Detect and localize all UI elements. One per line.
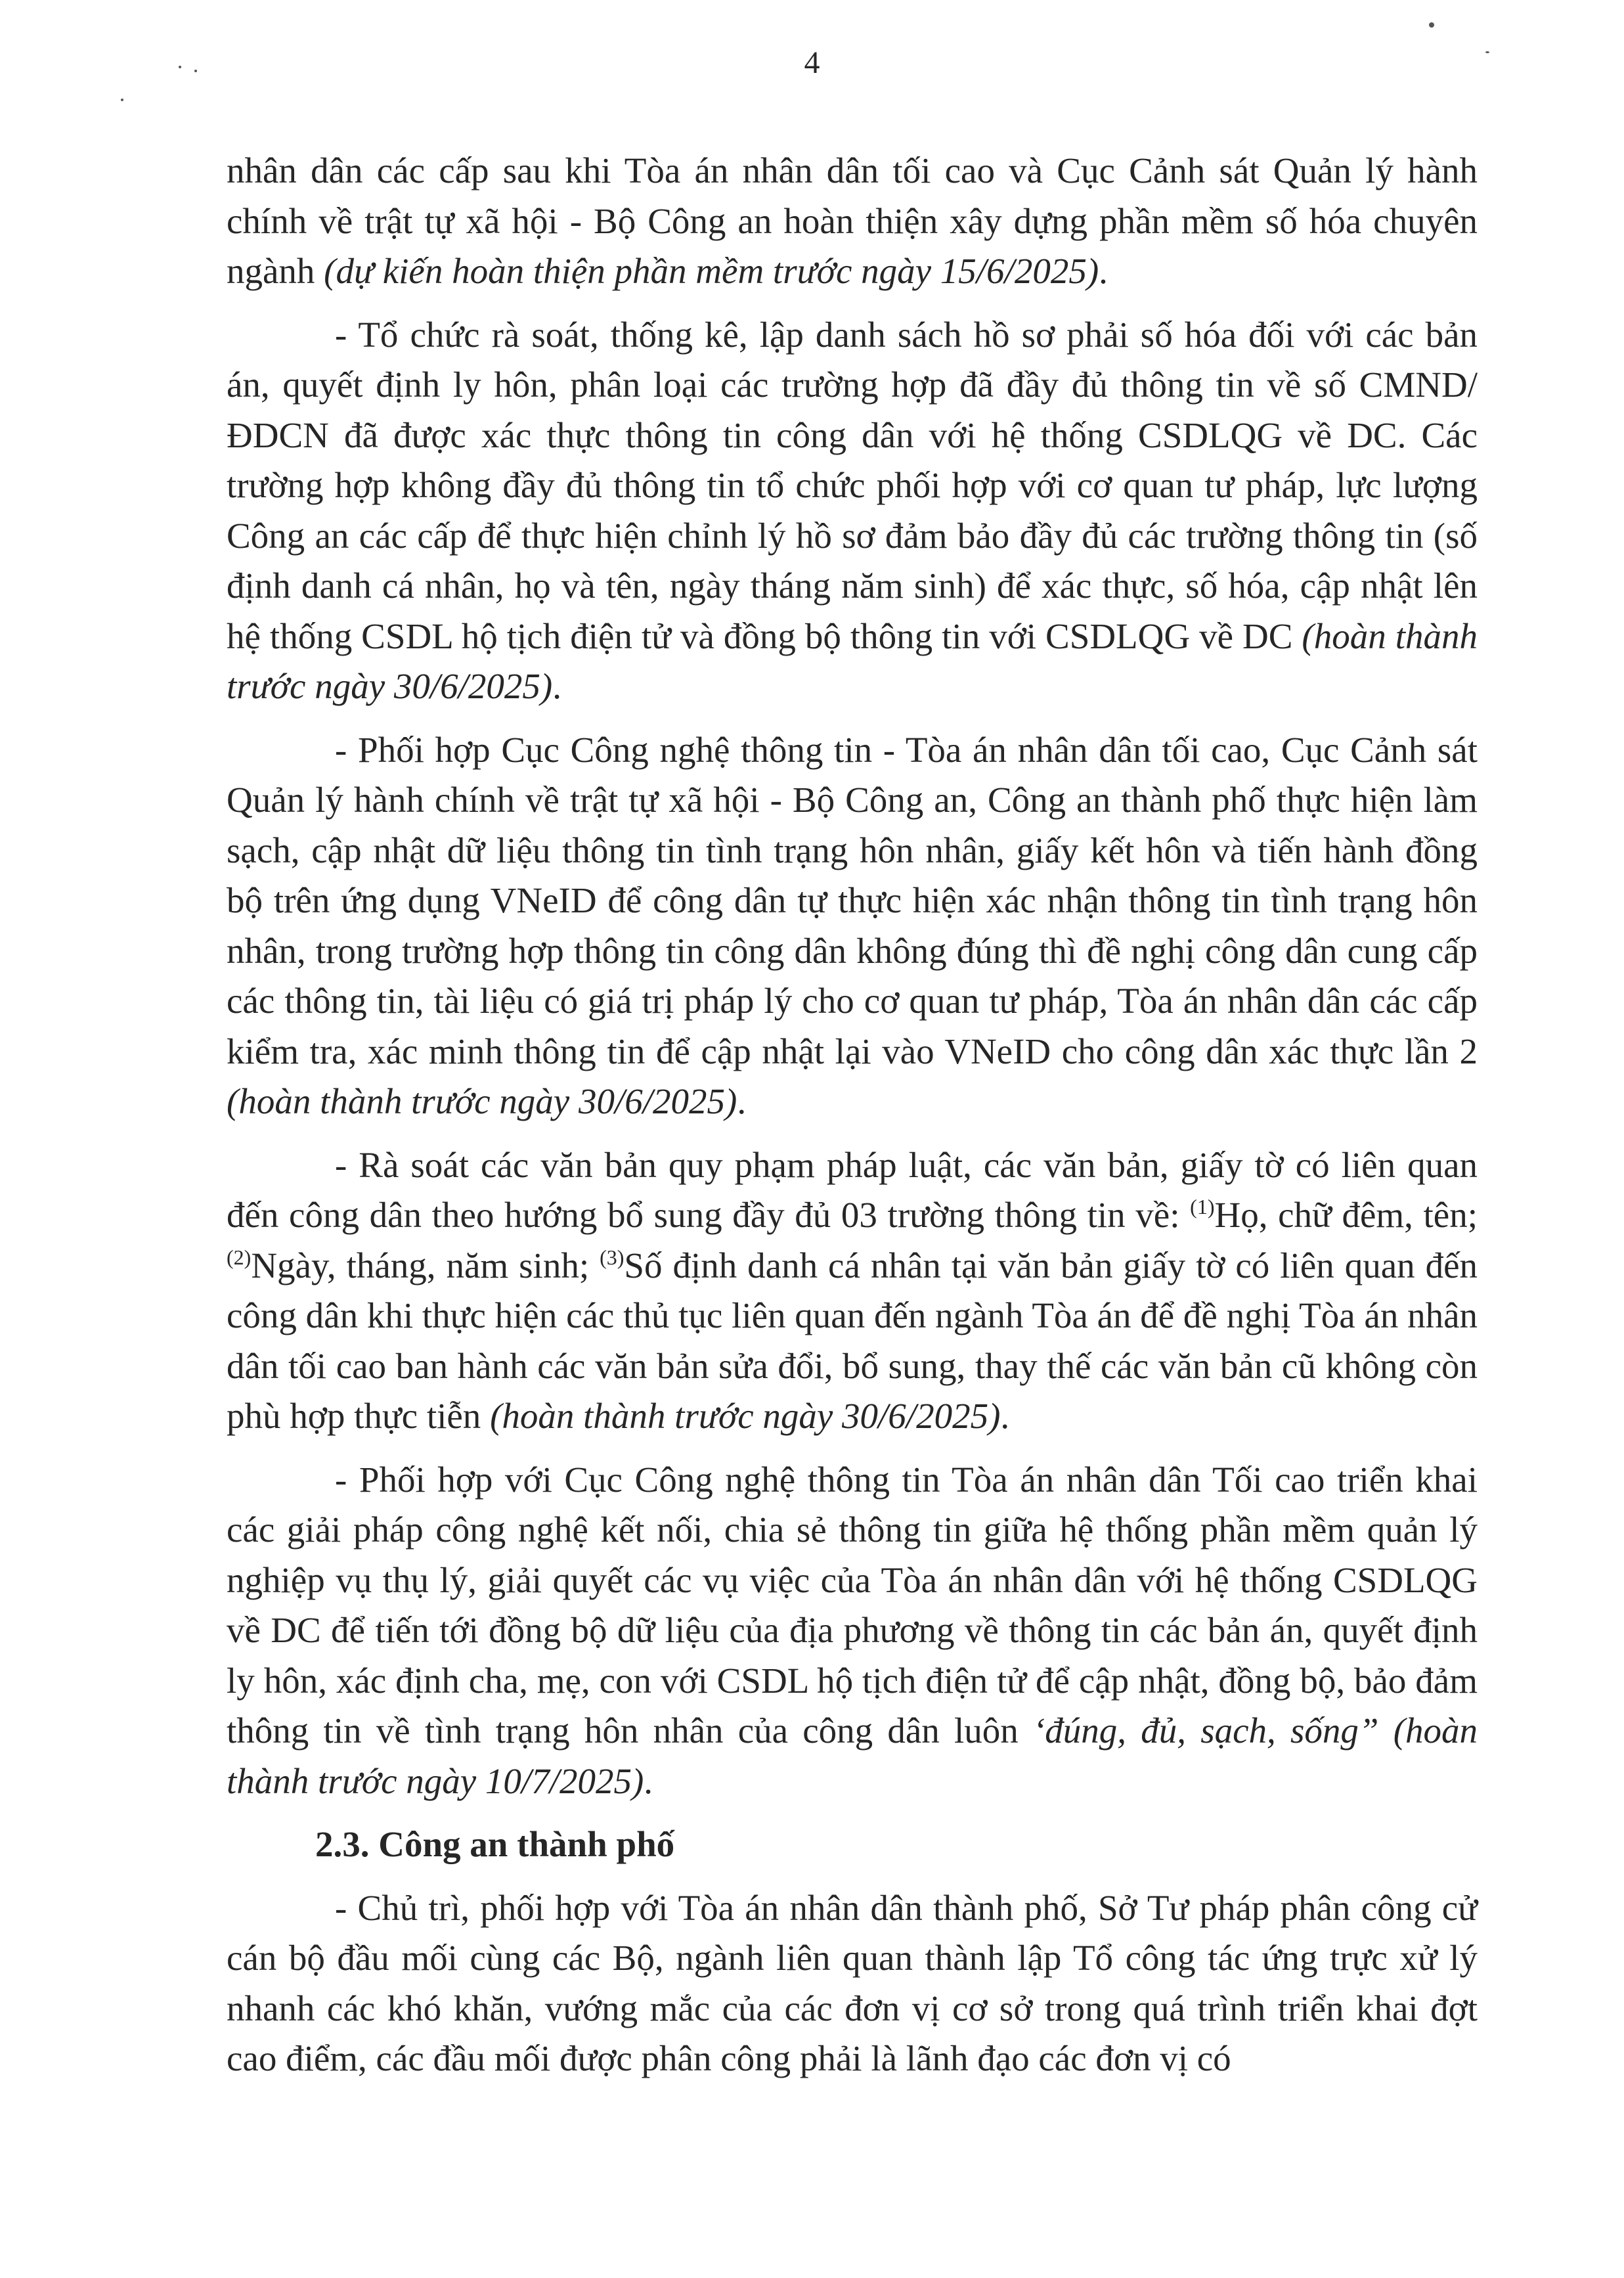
list-marker: (1) <box>1190 1195 1215 1218</box>
quoted-phrase: ‘đúng, đủ, sạch, sống” <box>1032 1710 1379 1751</box>
paragraph-end: . <box>644 1760 653 1801</box>
deadline-note: (hoàn thành trước ngày 30/6/2025) <box>227 615 1478 706</box>
paragraph-police-task <box>227 1883 1478 2084</box>
page-number: 4 <box>804 45 820 80</box>
paragraph-digitize-records <box>227 310 1478 712</box>
paragraph-text: nhân dân các cấp sau khi Tòa án nhân dân tối cao và Cục Cảnh sát Quản lý hành chính về trật tự xã hội - Bộ Công an hoàn thiện xây dựng phần mềm số hóa chuyên ngành <box>227 150 1478 291</box>
paragraph-text: - Chủ trì, phối hợp với Tòa án nhân dân thành phố, Sở Tư pháp phân công cử cán bộ đầu mối cùng các Bộ, ngành liên quan thành lập Tổ công tác ứng trực xử lý nhanh các khó khăn, vướng mắc của các đơn vị cơ sở trong quá trình triển khai đợt cao điểm, các đầu mối được phân công phải là lãnh đạo các đơn vị có <box>227 1887 1478 2078</box>
paragraph-legal-review <box>227 1140 1478 1442</box>
scan-speck <box>121 99 123 101</box>
paragraph-text: Số định danh cá nhân tại văn bản giấy tờ có liên quan đến công dân khi thực hiện các thủ tục liên quan đến ngành Tòa án để đề nghị Tòa án nhân dân tối cao ban hành các văn bản sửa đổi, bổ sung, thay thế các văn bản cũ không còn phù hợp thực tiễn <box>227 1245 1478 1436</box>
paragraph-text: - Phối hợp với Cục Công nghệ thông tin Tòa án nhân dân Tối cao triển khai các giải pháp công nghệ kết nối, chia sẻ thông tin giữa hệ thống phần mềm quản lý nghiệp vụ thụ lý, giải quyết các vụ việc của Tòa án nhân dân với hệ thống CSDLQG về DC để tiến tới đồng bộ dữ liệu của địa phương về thông tin các bản án, quyết định ly hôn, xác định cha, mẹ, con với CSDL hộ tịch điện tử để cập nhật, đồng bộ, bảo đảm thông tin về tình trạng hôn nhân của công dân luôn <box>227 1459 1478 1751</box>
paragraph-end: . <box>1099 251 1108 291</box>
section-heading: 2.3. Công an thành phố <box>315 1824 675 1864</box>
paragraph-text: Ngày, tháng, năm sinh; <box>251 1245 600 1285</box>
paragraph-end: . <box>737 1081 747 1121</box>
paragraph-tech-integration <box>227 1455 1478 1807</box>
deadline-note: (hoàn thành trước ngày 10/7/2025) <box>227 1710 1478 1801</box>
document-body <box>227 146 1478 2084</box>
paragraph-text: - Rà soát các văn bản quy phạm pháp luật, các văn bản, giấy tờ có liên quan đến công dân theo hướng bổ sung đầy đủ 03 trường thông tin về: <box>227 1144 1478 1235</box>
deadline-note: (hoàn thành trước ngày 30/6/2025) <box>490 1396 1001 1436</box>
deadline-note: (hoàn thành trước ngày 30/6/2025) <box>227 1081 737 1121</box>
paragraph-space <box>1378 1710 1393 1751</box>
list-marker: (2) <box>227 1245 252 1269</box>
paragraph-vneid-sync <box>227 725 1478 1127</box>
paragraph-end: . <box>1000 1396 1010 1436</box>
list-marker: (3) <box>600 1245 625 1269</box>
paragraph-continuation <box>227 146 1478 297</box>
paragraph-text: - Tổ chức rà soát, thống kê, lập danh sách hồ sơ phải số hóa đối với các bản án, quyết định ly hôn, phân loại các trường hợp đã đầy đủ thông tin về số CMND/ĐDCN đã được xác thực thông tin công dân với hệ thống CSDLQG về DC. Các trường hợp không đầy đủ thông tin tổ chức phối hợp với cơ quan tư pháp, lực lượng Công an các cấp để thực hiện chỉnh lý hồ sơ đảm bảo đầy đủ các trường thông tin (số định danh cá nhân, họ và tên, ngày tháng năm sinh) để xác thực, số hóa, cập nhật lên hệ thống CSDL hộ tịch điện tử và đồng bộ thông tin với CSDLQG về DC <box>227 314 1478 656</box>
paragraph-end: . <box>552 666 561 706</box>
deadline-note: (dự kiến hoàn thiện phần mềm trước ngày 15/6/2025) <box>324 251 1099 291</box>
paragraph-text: - Phối hợp Cục Công nghệ thông tin - Tòa án nhân dân tối cao, Cục Cảnh sát Quản lý hành chính về trật tự xã hội - Bộ Công an, Công an thành phố thực hiện làm sạch, cập nhật dữ liệu thông tin tình trạng hôn nhân, giấy kết hôn và tiến hành đồng bộ trên ứng dụng VNeID để công dân tự thực hiện xác nhận thông tin tình trạng hôn nhân, trong trường hợp thông tin công dân không đúng thì đề nghị công dân cung cấp các thông tin, tài liệu có giá trị pháp lý cho cơ quan tư pháp, Tòa án nhân dân các cấp kiểm tra, xác minh thông tin để cập nhật lại vào VNeID cho công dân xác thực lần 2 <box>227 729 1478 1071</box>
paragraph-text: Họ, chữ đêm, tên; <box>1214 1195 1478 1235</box>
scan-speck <box>1429 22 1434 28</box>
